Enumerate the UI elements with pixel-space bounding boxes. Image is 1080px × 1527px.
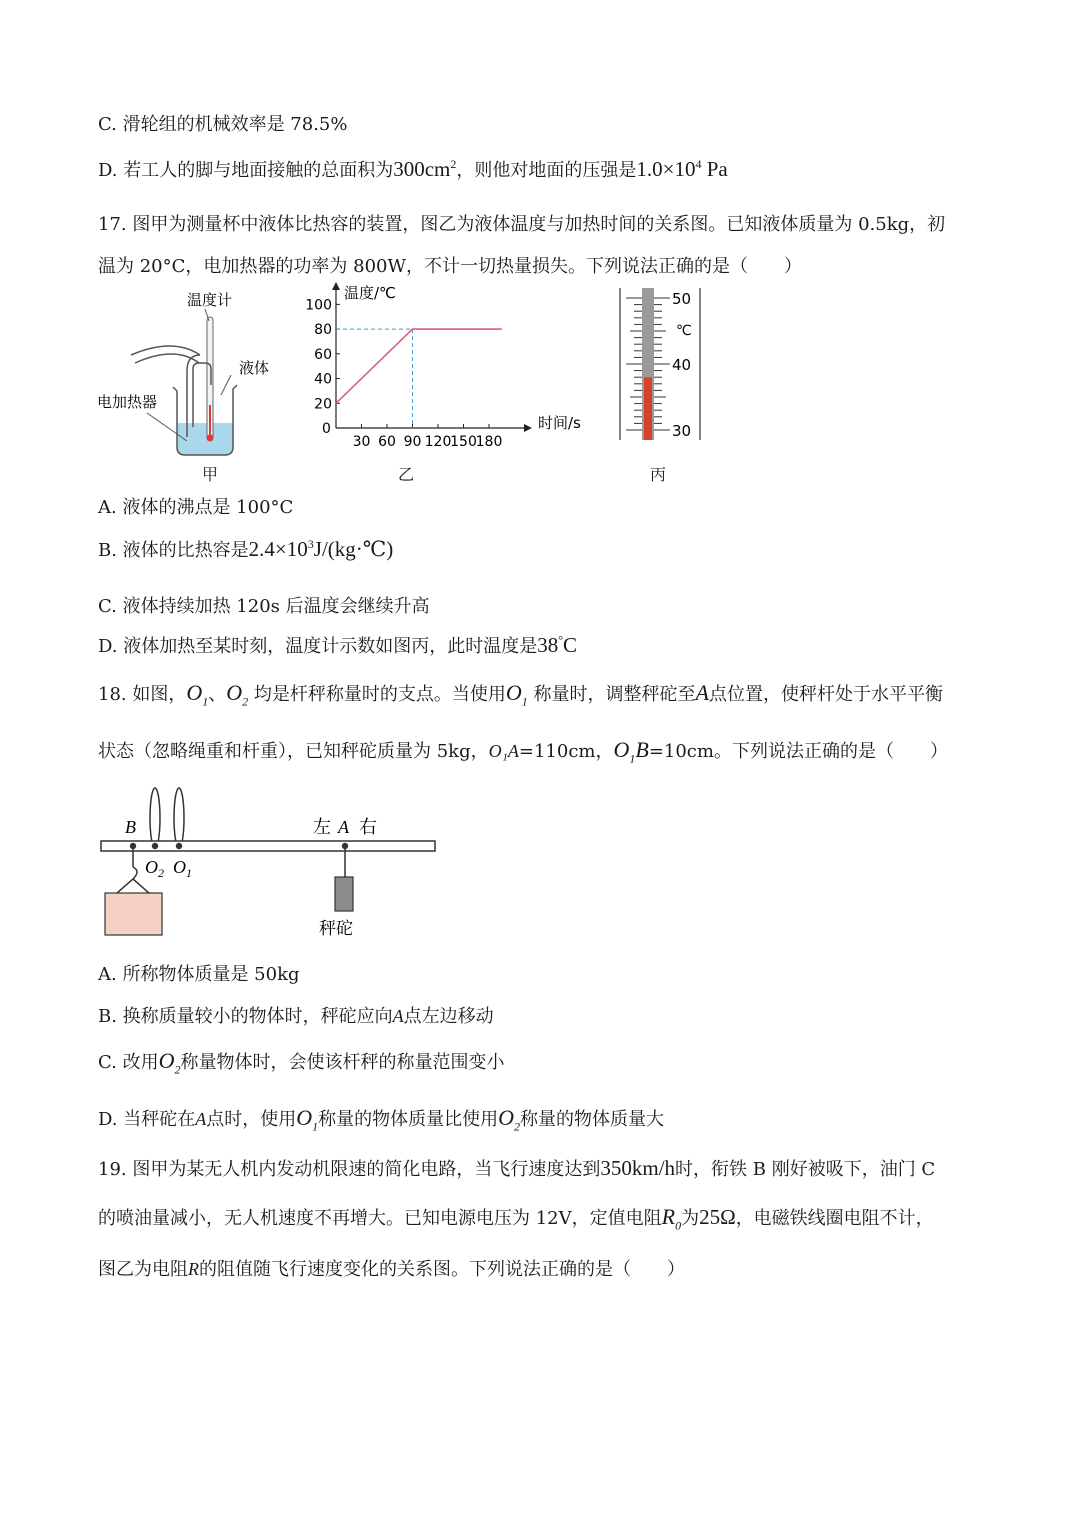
counterweight-label: 秤砣: [319, 919, 353, 939]
q17-figure-yi-chart: [300, 280, 600, 460]
q17-stem-line1: 17. 图甲为测量杯中液体比热容的装置，图乙为液体温度与加热时间的关系图。已知液体质量为 0.5kg，初: [98, 214, 946, 235]
x-tick-label: 120: [424, 434, 452, 450]
q18-option-a: A. 所称物体质量是 50kg: [98, 964, 300, 985]
q18-option-c: C. 改用$O_2$称量物体时，会使该杆秤的称量范围变小: [98, 1048, 505, 1077]
q16-option-d: [98, 156, 728, 182]
q18-option-b: B. 换称质量较小的物体时，秤砣应向A点左边移动: [98, 1006, 494, 1027]
y-axis-label: 温度/℃: [344, 284, 396, 302]
liquid-in-beaker: [177, 423, 233, 455]
q16-pressure: $1.0\times 10^4$ Pa: [636, 157, 728, 181]
label-b: B: [125, 817, 136, 837]
q18-stem-line2: 状态（忽略绳重和杆重），已知秤砣质量为 5kg，O₁A=110cm，$O_1B=10cm$。下列说法正确的是（ ）: [98, 737, 948, 766]
y-tick-label: 100: [305, 297, 332, 314]
x-axis-label: 时间/s: [538, 414, 581, 432]
q16-area: $300cm^2$: [393, 157, 457, 181]
x-tick-label: 90: [403, 434, 422, 450]
weighed-object: [105, 893, 162, 935]
label-left: 左: [313, 817, 331, 838]
q16-option-d-pre: D. 若工人的脚与地面接触的总面积为: [98, 160, 394, 181]
pivot-o1: $O_1$: [186, 680, 209, 709]
caption-bing: 丙: [650, 465, 667, 484]
point-a: A: [695, 680, 709, 705]
label-a: A: [338, 817, 349, 837]
pivot-o1-ref: $O_1$: [505, 680, 528, 709]
x-axis-arrow: [524, 424, 532, 432]
origin-label: 0: [322, 421, 331, 437]
temperature-reading: 38°C: [537, 633, 578, 657]
unit-label: ℃: [676, 323, 692, 339]
x-tick-label: 60: [378, 434, 396, 450]
q16-option-d-mid: ，则他对地面的压强是: [456, 160, 637, 181]
pivot-o2: $O_2$: [226, 680, 249, 709]
q17-option-b: B. 液体的比热容是$2.4\times 10^3J/(kg\cdot℃)$: [98, 537, 394, 561]
q17-figure-bing: [612, 284, 722, 444]
q18-stem-line1: 18. 如图，$O_1$、$O_2$ 均是杆秤称量时的支点。当使用$O_1$ 称量时，调整秤砣至A点位置，使秤杆处于水平平衡: [98, 680, 943, 709]
y-tick-label: 20: [314, 396, 332, 413]
q19-stem-line1: 19. 图甲为某无人机内发动机限速的简化电路，当飞行速度达到350km/h时，衔铁 B 刚好被吸下，油门 C: [98, 1156, 936, 1180]
y-tick-label: 60: [314, 346, 332, 363]
r0-value: 25Ω: [699, 1205, 736, 1229]
resistor-r0: $R_0$: [661, 1204, 682, 1233]
q17-stem-line2: 温为 20°C，电加热器的功率为 800W，不计一切热量损失。下列说法正确的是（ ）: [98, 256, 802, 277]
q18-steelyard-figure: [95, 785, 445, 945]
q17-figure-jia: [95, 285, 285, 485]
x-tick-label: 150: [450, 434, 477, 450]
label-o2: $O_2$: [145, 857, 164, 880]
scale-label: 40: [672, 356, 692, 374]
thermometer-label: 温度计: [187, 291, 233, 309]
q18-option-d: D. 当秤砣在A点时，使用$O_1$称量的物体质量比使用$O_2$称量的物体质量大: [98, 1105, 665, 1134]
pivot-o2-ref: $O_2$: [158, 1048, 181, 1077]
x-tick-label: 180: [475, 434, 503, 450]
q16-option-c: C. 滑轮组的机械效率是 78.5%: [98, 114, 348, 135]
heater-label: 电加热器: [97, 393, 158, 411]
loop-o1: [174, 788, 184, 848]
q17-option-a: A. 液体的沸点是 100°C: [98, 497, 294, 518]
resistor-r: R: [188, 1259, 199, 1279]
caption-yi: 乙: [398, 465, 415, 484]
specific-heat-value: $2.4\times 10^3J/(kg\cdot℃)$: [248, 537, 394, 561]
q19-stem-line2: 的喷油量减小，无人机速度不再增大。已知电源电压为 12V，定值电阻$R_0$为25Ω，电磁铁线圈电阻不计，: [98, 1204, 934, 1233]
mercury-column: [644, 377, 652, 440]
q19-stem-line3: 图乙为电阻R的阻值随飞行速度变化的关系图。下列说法正确的是（ ）: [98, 1259, 685, 1280]
scale-label: 50: [672, 290, 692, 308]
steelyard-beam: [101, 841, 435, 851]
x-tick-label: 30: [352, 434, 371, 450]
counterweight: [335, 877, 353, 911]
q17-option-d: D. 液体加热至某时刻，温度计示数如图丙，此时温度是38°C: [98, 633, 578, 657]
label-o1: $O_1$: [173, 857, 192, 880]
y-tick-label: 40: [314, 371, 332, 388]
caption-jia: 甲: [202, 465, 219, 484]
loop-o2: [150, 788, 160, 848]
series-line-temperature: [336, 329, 502, 403]
q17-option-c: C. 液体持续加热 120s 后温度会继续升高: [98, 596, 430, 617]
speed-limit: 350km/h: [600, 1156, 676, 1180]
scale-label: 30: [672, 422, 692, 440]
liquid-label: 液体: [239, 359, 270, 377]
label-right: 右: [359, 817, 377, 838]
segment-o1b: $O_1B$: [613, 737, 649, 766]
y-axis-arrow: [332, 282, 340, 290]
y-tick-label: 80: [314, 322, 332, 339]
